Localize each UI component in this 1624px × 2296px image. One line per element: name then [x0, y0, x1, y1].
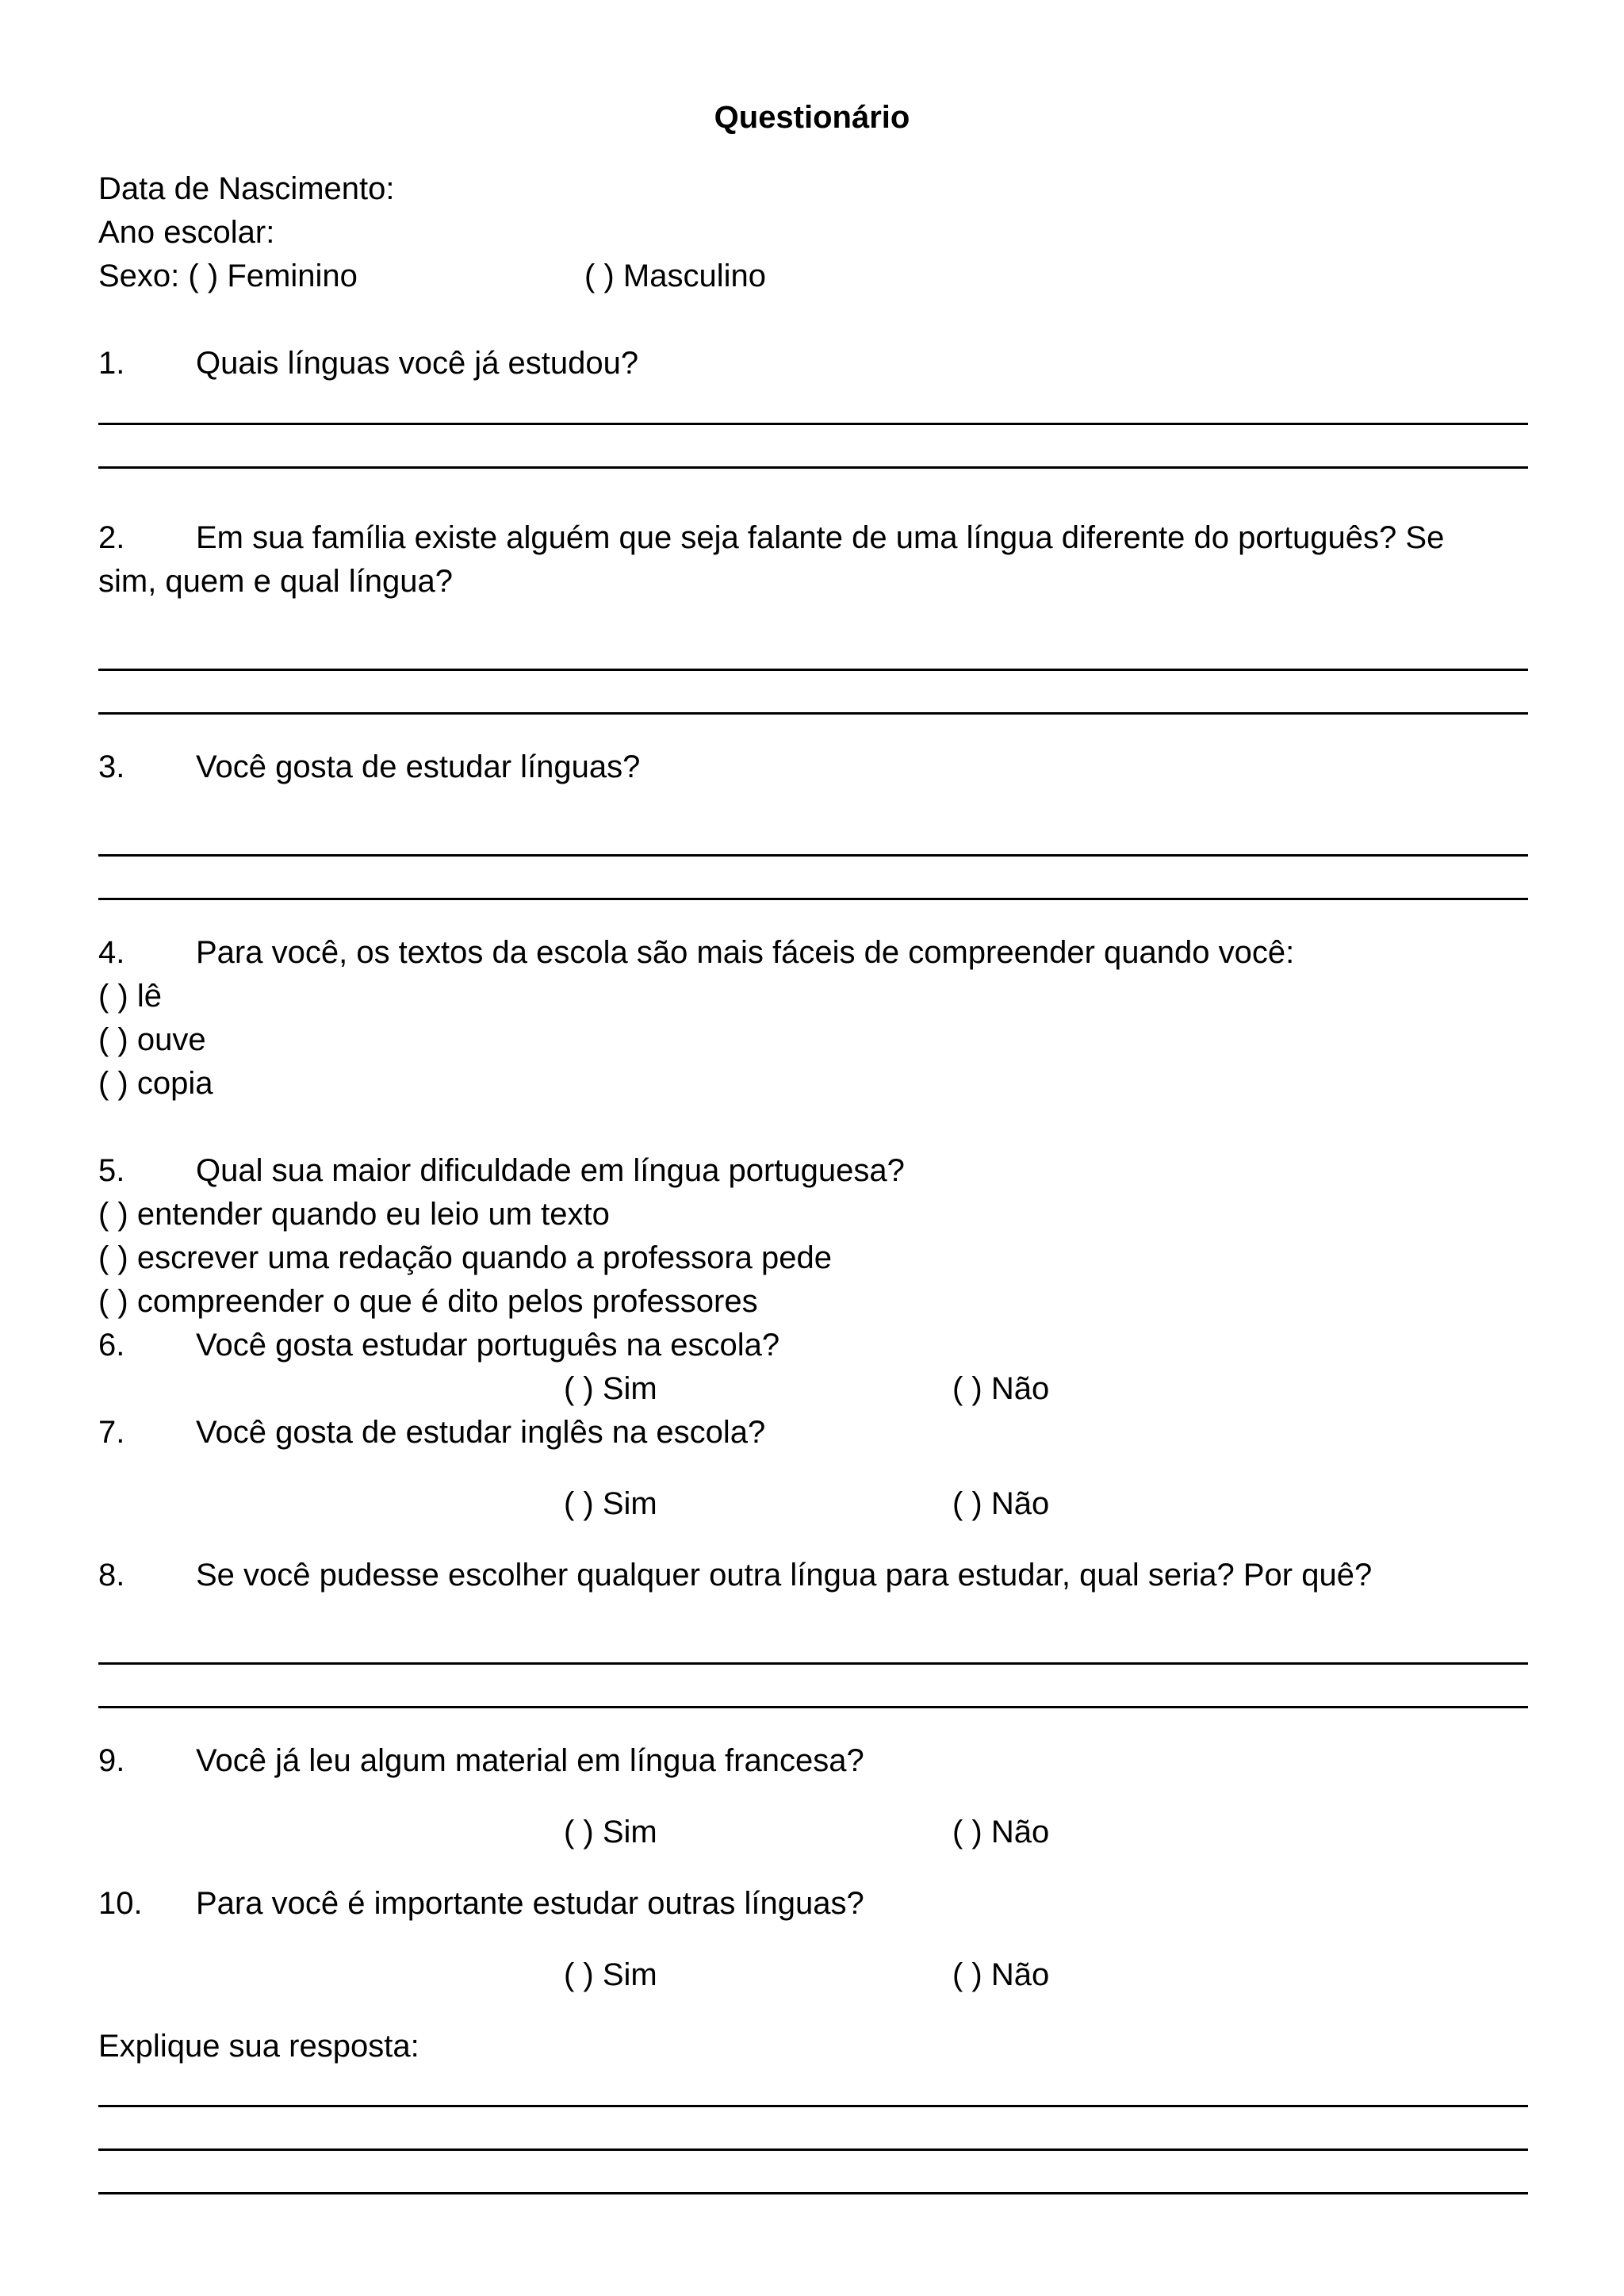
- option-checkbox-entender[interactable]: ( ) entender quando eu leio um texto: [98, 1197, 610, 1232]
- question-text: Para você, os textos da escola são mais fáceis de compreender quando você:: [196, 935, 1295, 970]
- answer-line[interactable]: [98, 2192, 1528, 2194]
- question-3: [98, 748, 640, 786]
- question-number: 3.: [98, 749, 125, 784]
- question-text: Em sua família existe alguém que seja falante de uma língua diferente do português? Se: [196, 520, 1445, 555]
- question-number: 6.: [98, 1328, 125, 1363]
- feminine-checkbox[interactable]: ( ): [188, 259, 219, 293]
- question-10: [98, 1884, 864, 1922]
- no-checkbox[interactable]: ( ) Não: [952, 1957, 1050, 1992]
- question-text: Quais línguas você já estudou?: [196, 346, 639, 381]
- question-number: 1.: [98, 346, 125, 381]
- option-checkbox-ouve[interactable]: ( ) ouve: [98, 1022, 206, 1057]
- question-text: Você gosta de estudar línguas?: [196, 749, 641, 784]
- masculine-label: Masculino: [622, 259, 766, 293]
- option-checkbox-copia[interactable]: ( ) copia: [98, 1066, 213, 1101]
- question-4: [98, 933, 1294, 972]
- answer-line[interactable]: [98, 898, 1528, 900]
- page-title: Questionário: [714, 100, 910, 135]
- question-text: Se você pudesse escolher qualquer outra língua para estudar, qual seria? Por quê?: [196, 1558, 1373, 1593]
- question-number: 5.: [98, 1153, 125, 1188]
- yes-checkbox[interactable]: ( ) Sim: [564, 1815, 657, 1849]
- option-checkbox-compreender[interactable]: ( ) compreender o que é dito pelos professores: [98, 1284, 758, 1319]
- question-number: 2.: [98, 520, 125, 555]
- sex-row: [98, 257, 358, 295]
- sex-label: Sexo:: [98, 259, 180, 293]
- birth-date-label: Data de Nascimento:: [98, 171, 395, 206]
- answer-line[interactable]: [98, 669, 1528, 671]
- answer-line[interactable]: [98, 854, 1528, 857]
- question-number: 7.: [98, 1415, 125, 1450]
- answer-line[interactable]: [98, 2105, 1528, 2107]
- answer-line[interactable]: [98, 466, 1528, 469]
- question-number: 4.: [98, 935, 125, 970]
- masculine-option: [584, 257, 766, 295]
- question-7: [98, 1413, 765, 1451]
- question-9: [98, 1742, 864, 1780]
- question-2: [98, 519, 1444, 557]
- answer-line[interactable]: [98, 423, 1528, 425]
- option-checkbox-le[interactable]: ( ) lê: [98, 979, 162, 1014]
- yes-checkbox[interactable]: ( ) Sim: [564, 1486, 657, 1521]
- masculine-checkbox[interactable]: ( ): [584, 259, 615, 293]
- question-2-continuation: sim, quem e qual língua?: [98, 564, 453, 599]
- school-year-label: Ano escolar:: [98, 215, 275, 250]
- question-text: Você gosta estudar português na escola?: [196, 1328, 780, 1363]
- feminine-label: Feminino: [227, 259, 358, 293]
- answer-line[interactable]: [98, 1662, 1528, 1665]
- question-8: [98, 1556, 1372, 1594]
- question-1: [98, 344, 638, 382]
- answer-line[interactable]: [98, 1706, 1528, 1708]
- no-checkbox[interactable]: ( ) Não: [952, 1815, 1050, 1849]
- yes-checkbox[interactable]: ( ) Sim: [564, 1957, 657, 1992]
- no-checkbox[interactable]: ( ) Não: [952, 1371, 1050, 1406]
- question-text: Você gosta de estudar inglês na escola?: [196, 1415, 766, 1450]
- question-6: [98, 1326, 779, 1364]
- answer-line[interactable]: [98, 2148, 1528, 2151]
- answer-line[interactable]: [98, 712, 1528, 715]
- explain-label: Explique sua resposta:: [98, 2029, 419, 2064]
- question-text: Para você é importante estudar outras línguas?: [196, 1886, 864, 1921]
- question-number: 10.: [98, 1886, 143, 1921]
- no-checkbox[interactable]: ( ) Não: [952, 1486, 1050, 1521]
- question-number: 8.: [98, 1558, 125, 1593]
- yes-checkbox[interactable]: ( ) Sim: [564, 1371, 657, 1406]
- option-checkbox-escrever[interactable]: ( ) escrever uma redação quando a professora pede: [98, 1240, 832, 1275]
- question-text: Qual sua maior dificuldade em língua portuguesa?: [196, 1153, 905, 1188]
- question-5: [98, 1152, 905, 1190]
- question-number: 9.: [98, 1743, 125, 1778]
- question-text: Você já leu algum material em língua francesa?: [196, 1743, 864, 1778]
